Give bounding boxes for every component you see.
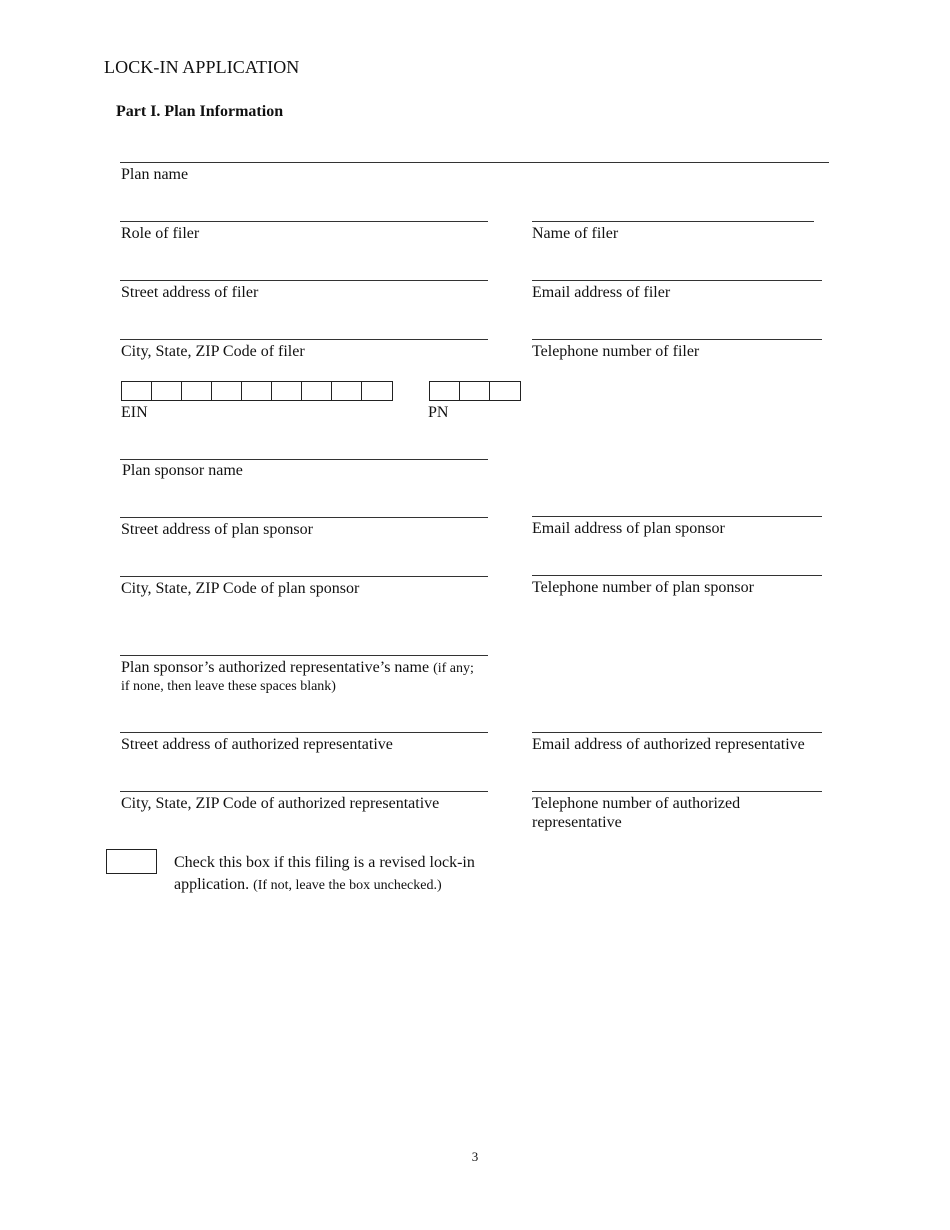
- email-address-of-plan-sponsor-label: Email address of plan sponsor: [532, 520, 725, 537]
- auth-rep-name-label: [121, 658, 474, 678]
- revised-lock-in-text-line1: Check this box if this filing is a revised lock-in: [174, 854, 475, 871]
- city-state-zip-of-filer-label: City, State, ZIP Code of filer: [121, 343, 305, 360]
- telephone-of-auth-rep-line[interactable]: [532, 791, 822, 792]
- email-address-of-filer-label: Email address of filer: [532, 284, 671, 301]
- pn-digit-box[interactable]: [460, 382, 490, 400]
- email-address-of-plan-sponsor-line[interactable]: [532, 516, 822, 517]
- plan-sponsor-name-line[interactable]: [120, 459, 488, 460]
- revised-lock-in-text-line2: [174, 874, 534, 897]
- ein-label: EIN: [121, 404, 148, 421]
- ein-digit-boxes[interactable]: [121, 381, 393, 401]
- pn-label: PN: [428, 404, 449, 421]
- city-state-zip-of-plan-sponsor-line[interactable]: [120, 576, 488, 577]
- telephone-of-auth-rep-label-line2: representative: [532, 814, 622, 831]
- telephone-number-of-plan-sponsor-line[interactable]: [532, 575, 822, 576]
- ein-digit-box[interactable]: [242, 382, 272, 400]
- city-state-zip-of-auth-rep-line[interactable]: [120, 791, 488, 792]
- city-state-zip-of-filer-line[interactable]: [120, 339, 488, 340]
- page-number: 3: [471, 1149, 479, 1164]
- telephone-of-auth-rep-label-line1: Telephone number of authorized: [532, 795, 741, 812]
- telephone-number-of-filer-label: Telephone number of filer: [532, 343, 700, 360]
- auth-rep-name-note-line2: if none, then leave these spaces blank): [121, 679, 336, 694]
- ein-digit-box[interactable]: [272, 382, 302, 400]
- ein-digit-box[interactable]: [302, 382, 332, 400]
- email-address-of-filer-line[interactable]: [532, 280, 822, 281]
- plan-name-label: Plan name: [121, 166, 189, 183]
- pn-digit-box[interactable]: [490, 382, 520, 400]
- email-address-of-auth-rep-label: Email address of authorized representative: [532, 736, 805, 753]
- role-of-filer-line[interactable]: [120, 221, 488, 222]
- revised-lock-in-text-note: (If not, leave the box unchecked.): [253, 878, 442, 893]
- ein-digit-box[interactable]: [122, 382, 152, 400]
- auth-rep-name-note: (if any;: [433, 661, 474, 676]
- pn-digit-boxes[interactable]: [429, 381, 521, 401]
- ein-digit-box[interactable]: [212, 382, 242, 400]
- name-of-filer-label: Name of filer: [532, 225, 619, 242]
- document-title: LOCK-IN APPLICATION: [104, 57, 300, 77]
- street-address-of-filer-line[interactable]: [120, 280, 488, 281]
- city-state-zip-of-auth-rep-label: City, State, ZIP Code of authorized representative: [121, 795, 440, 812]
- revised-lock-in-checkbox[interactable]: [106, 849, 157, 874]
- revised-lock-in-text-main: application.: [174, 876, 250, 893]
- street-address-of-auth-rep-line[interactable]: [120, 732, 488, 733]
- revised-lock-in-text: [174, 852, 534, 897]
- street-address-of-plan-sponsor-label: Street address of plan sponsor: [121, 521, 313, 538]
- ein-digit-box[interactable]: [182, 382, 212, 400]
- plan-sponsor-name-label: Plan sponsor name: [122, 462, 243, 479]
- ein-digit-box[interactable]: [362, 382, 392, 400]
- role-of-filer-label: Role of filer: [121, 225, 200, 242]
- street-address-of-filer-label: Street address of filer: [121, 284, 259, 301]
- street-address-of-auth-rep-label: Street address of authorized representative: [121, 736, 393, 753]
- email-address-of-auth-rep-line[interactable]: [532, 732, 822, 733]
- part-heading: Part I. Plan Information: [116, 103, 284, 120]
- telephone-number-of-filer-line[interactable]: [532, 339, 822, 340]
- city-state-zip-of-plan-sponsor-label: City, State, ZIP Code of plan sponsor: [121, 580, 360, 597]
- auth-rep-name-text: Plan sponsor’s authorized representative’s name: [121, 659, 430, 676]
- street-address-of-plan-sponsor-line[interactable]: [120, 517, 488, 518]
- telephone-number-of-plan-sponsor-label: Telephone number of plan sponsor: [532, 579, 754, 596]
- ein-digit-box[interactable]: [152, 382, 182, 400]
- name-of-filer-line[interactable]: [532, 221, 814, 222]
- ein-digit-box[interactable]: [332, 382, 362, 400]
- plan-name-line[interactable]: [120, 162, 829, 163]
- pn-digit-box[interactable]: [430, 382, 460, 400]
- auth-rep-name-line[interactable]: [120, 655, 488, 656]
